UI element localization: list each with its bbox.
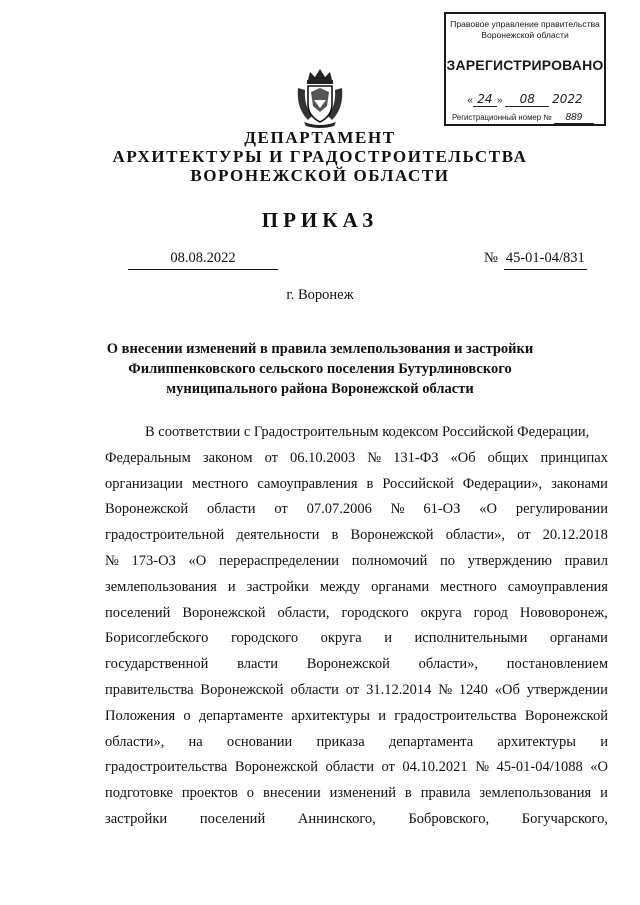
body-line: Федеральным законом от 06.10.2003 № 131-ФЗ «Об общих принципах: [105, 449, 608, 466]
body-line: Положения о департаменте архитектуры и градостроительства Воронежской: [105, 707, 608, 724]
document-type: ПРИКАЗ: [261, 208, 379, 232]
subject-line1: О внесении изменений в правила землепользования и застройки: [106, 341, 534, 357]
body-line: застройки поселений Аннинского, Бобровского, Богучарского,: [105, 810, 608, 827]
stamp-department: [446, 19, 604, 41]
stamp-number: [452, 112, 598, 124]
body-line: правительства Воронежской области от 31.12.2014 № 1240 «Об утверждении: [105, 681, 608, 698]
order-number: [484, 250, 587, 270]
body-line: Воронежской области от 07.07.2006 № 61-ОЗ «О регулировании: [105, 501, 608, 518]
body-line: Борисоглебского городского округа и исполнительными органами: [105, 630, 608, 647]
stamp-number-label: Регистрационный номер №: [452, 113, 552, 122]
body-line: поселений Воронежской области, городского округа город Нововоронеж,: [105, 604, 608, 621]
order-subject: [100, 339, 540, 399]
body-line: организации местного самоуправления в Российской Федерации», законами: [105, 475, 608, 492]
stamp-date-day: 24: [473, 92, 497, 107]
body-line: землепользования и застройки между органами местного самоуправления: [105, 578, 608, 595]
body-line: В соответствии с Градостроительным кодексом Российской Федерации,: [145, 424, 590, 440]
stamp-date: « 24 » 08 2022: [467, 92, 583, 106]
order-date: 08.08.2022: [128, 250, 278, 270]
stamp-status: ЗАРЕГИСТРИРОВАНО: [446, 57, 604, 73]
order-body: [105, 420, 608, 833]
heading-line2: АРХИТЕКТУРЫ И ГРАДОСТРОИТЕЛЬСТВА: [112, 147, 528, 166]
body-line: государственной власти Воронежской области», постановлением: [105, 656, 608, 673]
order-number-value: 45-01-04/831: [504, 250, 587, 270]
body-line: подготовке проектов о внесении изменений в правила землепользования и: [105, 785, 608, 802]
subject-line2: Филиппенковского сельского поселения Бутурлиновского: [128, 361, 512, 377]
stamp-date-year: 2022: [552, 92, 583, 106]
body-line: области», на основании приказа департамента архитектуры и: [105, 733, 608, 750]
stamp-number-value: 889: [554, 112, 594, 124]
stamp-date-month: 08: [505, 92, 549, 107]
voronezh-coat-of-arms-icon: [294, 66, 346, 128]
subject-line3: муниципального района Воронежской области: [166, 381, 474, 397]
body-line: градостроительной деятельности в Воронежской области», от 20.12.2018: [105, 527, 608, 544]
city: г. Воронеж: [286, 287, 354, 303]
body-line: № 173-ОЗ «О перераспределении полномочий по утверждению правил: [105, 552, 608, 569]
number-sign: №: [484, 250, 498, 266]
stamp-department-line1: Правовое управление правительства: [450, 19, 600, 29]
stamp-department-line2: Воронежской области: [481, 30, 569, 40]
body-line: градостроительства Воронежской области от 04.10.2021 № 45-01-04/1088 «О: [105, 759, 608, 776]
registration-stamp: [444, 12, 606, 126]
heading-line1: ДЕПАРТАМЕНТ: [244, 128, 396, 147]
heading-line3: ВОРОНЕЖСКОЙ ОБЛАСТИ: [190, 166, 450, 185]
